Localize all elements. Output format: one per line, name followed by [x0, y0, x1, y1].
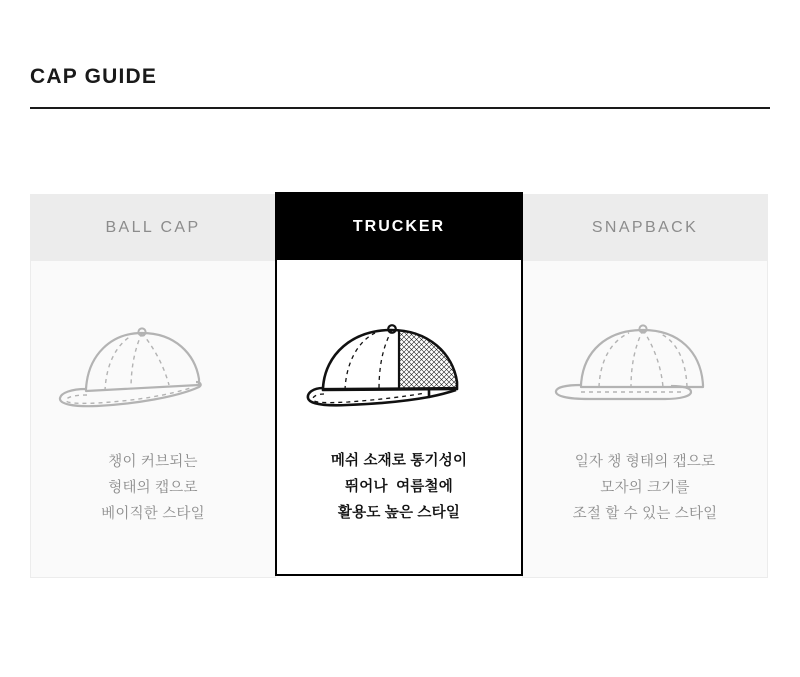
cap-card-desc-line: 모자의 크기를 — [600, 480, 690, 496]
cap-card-body-trucker — [277, 260, 521, 574]
cap-card-desc-line: 형태의 캡으로 — [108, 480, 198, 496]
cap-card-trucker[interactable] — [275, 192, 523, 576]
cap-card-snapback[interactable] — [522, 194, 768, 578]
cap-card-desc-line: 조절 할 수 있는 스타일 — [572, 506, 718, 522]
cap-card-desc-snapback — [573, 449, 718, 527]
header-divider — [30, 107, 770, 109]
cap-card-body-ball-cap — [31, 261, 275, 577]
cap-card-desc-line: 활용도 높은 스타일 — [337, 505, 461, 521]
snapback-cap-illustration-icon — [545, 303, 745, 423]
cap-card-title-ball-cap: BALL CAP — [105, 219, 201, 236]
ball-cap-illustration-icon — [53, 303, 253, 423]
cap-card-ball-cap[interactable] — [30, 194, 276, 578]
cap-card-header-snapback — [523, 195, 767, 261]
cap-card-desc-line: 뛰어나 여름철에 — [345, 479, 453, 495]
trucker-cap-illustration-icon — [299, 302, 499, 422]
cap-card-desc-trucker — [331, 448, 467, 526]
cap-card-title-snapback: SNAPBACK — [591, 219, 699, 236]
cap-card-title-trucker: TRUCKER — [352, 218, 446, 235]
cap-type-card-list — [30, 194, 770, 578]
cap-card-desc-ball-cap — [101, 449, 205, 527]
cap-card-body-snapback — [523, 261, 767, 577]
cap-card-header-ball-cap — [31, 195, 275, 261]
cap-card-desc-line: 메쉬 소재로 통기성이 — [330, 453, 468, 469]
cap-card-desc-line: 챙이 커브되는 — [108, 454, 198, 470]
page-header — [30, 66, 770, 109]
cap-card-header-trucker — [277, 194, 521, 260]
cap-card-desc-line: 베이직한 스타일 — [101, 506, 205, 522]
cap-card-desc-line: 일자 챙 형태의 캡으로 — [574, 454, 716, 470]
page-title: CAP GUIDE — [30, 65, 158, 88]
